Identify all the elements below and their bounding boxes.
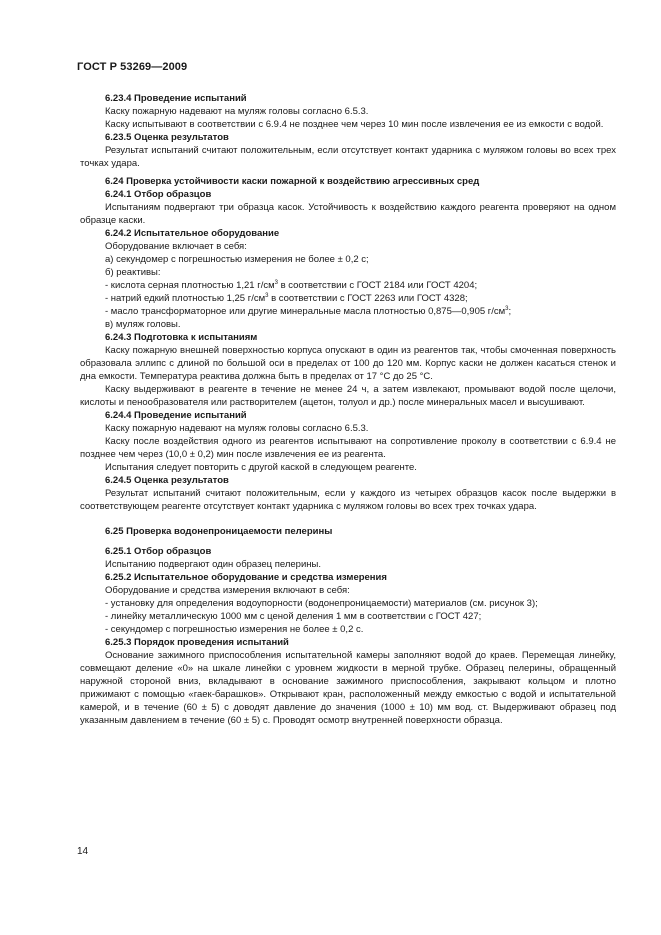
paragraph <box>80 305 616 318</box>
section-heading: 6.24.4 Проведение испытаний <box>105 410 247 421</box>
paragraph: - линейку металлическую 1000 мм с ценой деления 1 мм в соответствии с ГОСТ 427; <box>105 611 482 622</box>
section-heading: 6.23.5 Оценка результатов <box>105 132 229 143</box>
section-heading: 6.25.1 Отбор образцов <box>105 546 212 557</box>
section-heading: 6.24.2 Испытательное оборудование <box>105 228 280 239</box>
paragraph-text: - масло трансформаторное или другие минеральные масла плотностью 0,875—0,905 г/см <box>105 306 506 317</box>
paragraph: Оборудование включает в себя: <box>105 241 247 252</box>
paragraph: б) реактивы: <box>105 267 161 278</box>
superscript: 3 <box>505 306 509 312</box>
superscript: 3 <box>265 293 269 299</box>
paragraph: Каску испытывают в соответствии с 6.9.4 не позднее чем через 10 мин после извлечения ее из емкости с водой. <box>105 119 604 130</box>
section-heading: 6.24 Проверка устойчивости каски пожарной к воздействию агрессивных сред <box>105 176 480 187</box>
paragraph: Каску после воздействия одного из реагентов испытывают на сопротивление проколу в соответствии с 6.9.4 не позднее чем через (10,0 ± 0,2) мин после извлечения ее из реагента. <box>80 436 616 460</box>
section-heading: 6.25.3 Порядок проведения испытаний <box>105 637 289 648</box>
paragraph: - установку для определения водоупорности (водонепроницаемости) материалов (см. рисунок 3); <box>105 598 538 609</box>
paragraph: Испытания следует повторить с другой каской в следующем реагенте. <box>105 462 417 473</box>
document-header: ГОСТ Р 53269—2009 <box>77 61 188 73</box>
paragraph-text: в соответствии с ГОСТ 2263 или ГОСТ 4328; <box>268 293 468 304</box>
paragraph: Каску выдерживают в реагенте в течение не менее 24 ч, а затем извлекают, промывают водой после щелочи, кислоты и пенообразователя или растворителем (ацетон, толуол и др.) после минеральных масел и высушивают. <box>80 384 616 408</box>
paragraph: а) секундомер с погрешностью измерения не более ± 0,2 с; <box>105 254 369 265</box>
paragraph: Испытанию подвергают один образец пелерины. <box>105 559 321 570</box>
paragraph: Каску пожарную надевают на муляж головы согласно 6.5.3. <box>105 423 369 434</box>
paragraph: Каску пожарную надевают на муляж головы согласно 6.5.3. <box>105 106 369 117</box>
paragraph-text: ; <box>508 306 512 317</box>
paragraph: Испытаниям подвергают три образца касок. Устойчивость к воздействию каждого реагента проверяют на одном образце каски. <box>80 202 616 226</box>
section-heading: 6.24.3 Подготовка к испытаниям <box>105 332 258 343</box>
section-heading: 6.24.1 Отбор образцов <box>105 189 212 200</box>
document-body <box>80 92 616 727</box>
section-heading: 6.23.4 Проведение испытаний <box>105 93 247 104</box>
paragraph: Результат испытаний считают положительным, если у каждого из четырех образцов касок после выдержки в соответствующем реагенте отсутствует контакт ударника с муляжом головы во всех трех точках удара. <box>80 488 616 512</box>
paragraph: - секундомер с погрешностью измерения не более ± 0,2 с. <box>105 624 364 635</box>
paragraph: в) муляж головы. <box>105 319 181 330</box>
section-heading: 6.24.5 Оценка результатов <box>105 475 229 486</box>
paragraph: Результат испытаний считают положительным, если отсутствует контакт ударника с муляжом головы во всех трех точках удара. <box>80 145 616 169</box>
paragraph-text: в соответствии с ГОСТ 2184 или ГОСТ 4204; <box>277 280 478 291</box>
paragraph <box>80 279 616 292</box>
superscript: 3 <box>274 280 278 286</box>
paragraph: Каску пожарную внешней поверхностью корпуса опускают в один из реагентов так, чтобы смоченная поверхность образовала эллипс с длиной по большой оси в пределах от 100 до 120 мм. Корпус каски не должен касаться стенок и дна емкости. Температура реактива должна быть в пределах от 17 °С до 25 °С. <box>80 345 616 382</box>
paragraph: Основание зажимного приспособления испытательной камеры заполняют водой до краев. Перемещая линейку, совмещают деление «0» на шкале линейки с уровнем жидкости в мерной трубке. Образец пелерины, обращенный наружной стороной вниз, вкладывают в основание зажимного приспособления, закрывают кольцом и плотно прижимают с помощью «гаек-барашков». Открывают кран, расположенный между емкостью с водой и испытательной камерой, и в течение (60 ± 5) с доводят давление до значения (1000 ± 10) мм вод. ст. Выдерживают образец под указанным давлением в течение (60 ± 5) с. Проводят осмотр внутренней поверхности образца. <box>80 650 616 726</box>
page-number: 14 <box>77 846 89 857</box>
section-heading: 6.25.2 Испытательное оборудование и средства измерения <box>105 572 387 583</box>
paragraph-text: - натрий едкий плотностью 1,25 г/см <box>105 293 266 304</box>
paragraph-text: - кислота серная плотностью 1,21 г/см <box>105 280 275 291</box>
section-heading: 6.25 Проверка водонепроницаемости пелерины <box>105 526 333 537</box>
paragraph <box>80 292 616 305</box>
paragraph: Оборудование и средства измерения включают в себя: <box>105 585 350 596</box>
